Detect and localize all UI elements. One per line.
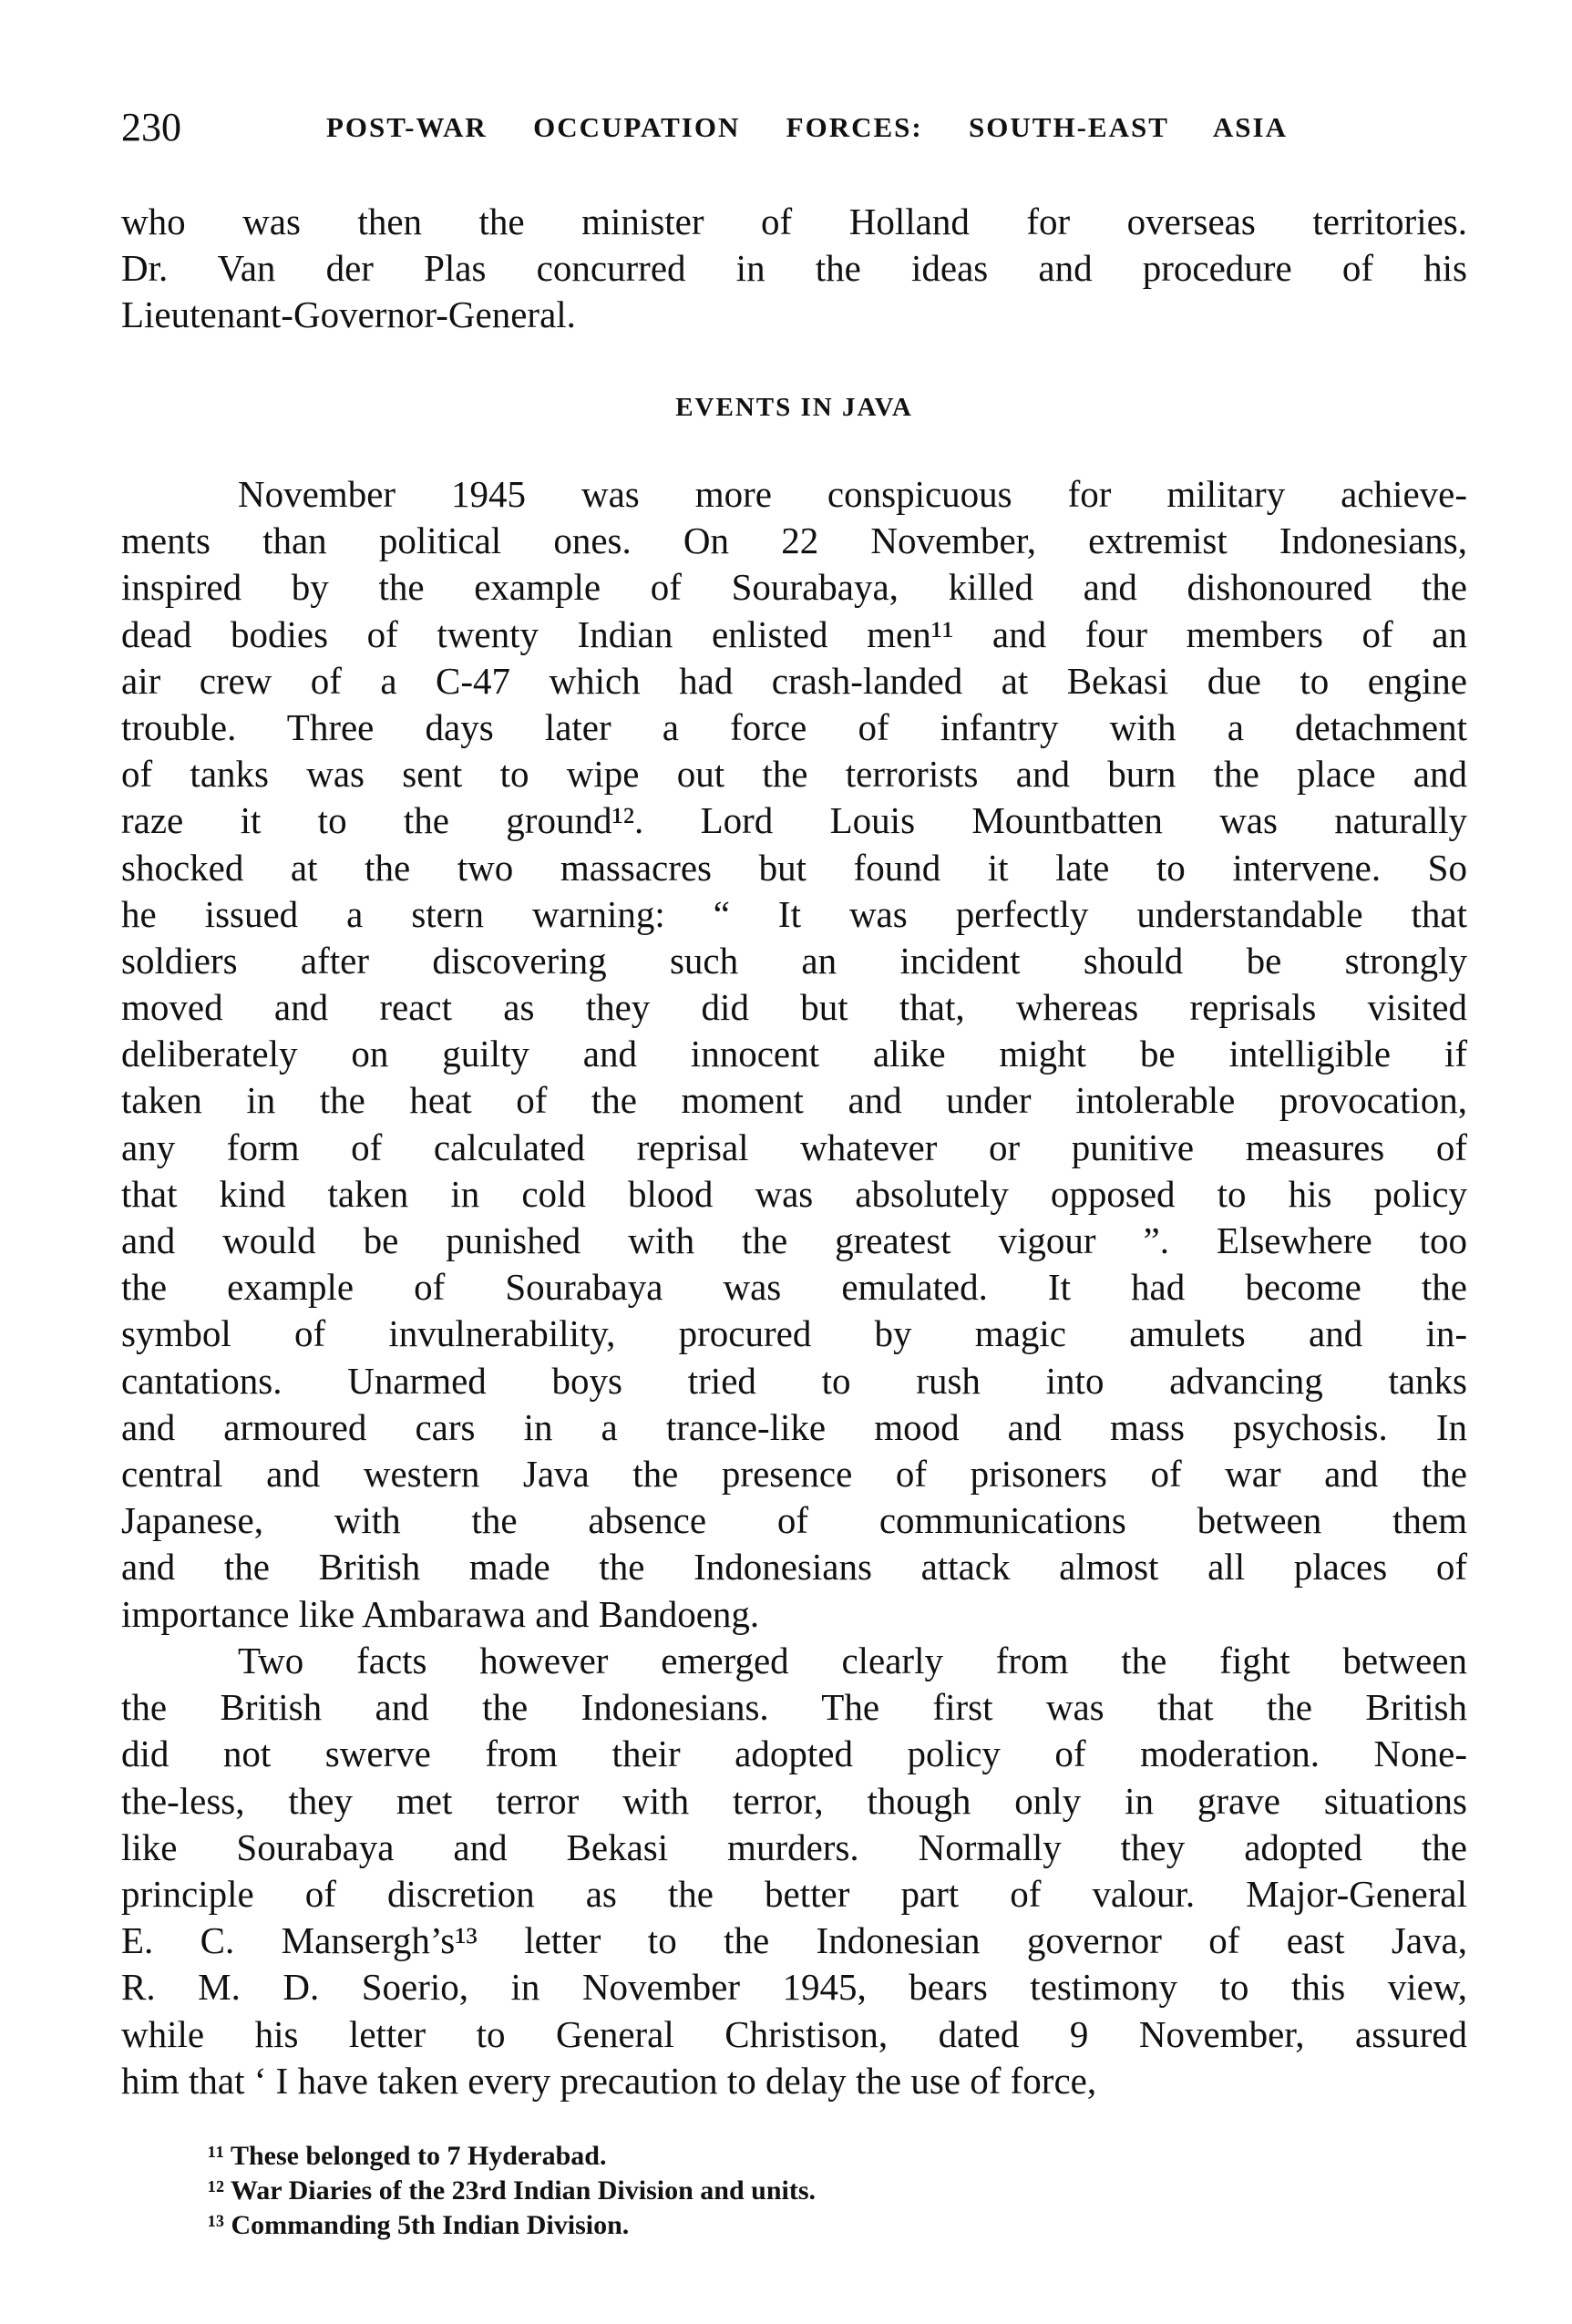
section-heading: EVENTS IN JAVA: [675, 393, 913, 422]
text-line: while his letter to General Christison, dated 9 November, assured: [121, 2012, 1467, 2055]
paragraph: [121, 471, 1467, 1638]
text-line: that kind taken in cold blood was absolutely opposed to his policy: [121, 1172, 1467, 1215]
text-line: the British and the Indonesians. The first was that the British: [121, 1686, 1467, 1729]
text-line: November 1945 was more conspicuous for military achieve-: [238, 473, 1467, 515]
text-line: who was then the minister of Holland for overseas territories.: [121, 201, 1467, 242]
text-line: the-less, they met terror with terror, though only in grave situations: [121, 1779, 1467, 1822]
text-line: any form of calculated reprisal whatever or punitive measures of: [121, 1126, 1467, 1168]
text-line: Japanese, with the absence of communications between them: [121, 1499, 1467, 1542]
text-line: of tanks was sent to wipe out the terrorists and burn the place and: [121, 753, 1467, 796]
text-line: ments than political ones. On 22 November, extremist Indonesians,: [121, 519, 1467, 562]
text-line: him that ‘ I have taken every precaution to delay the use of force,: [121, 2059, 1097, 2102]
page-header: [121, 102, 1288, 153]
text-line: central and western Java the presence of prisoners of war and the: [121, 1452, 1467, 1495]
text-line: inspired by the example of Sourabaya, killed and dishonoured the: [121, 566, 1467, 609]
text-line: air crew of a C-47 which had crash-landed at Bekasi due to engine: [121, 659, 1467, 702]
text-line: R. M. D. Soerio, in November 1945, bears testimony to this view,: [121, 1966, 1467, 2009]
text-line: principle of discretion as the better part of valour. Major-General: [121, 1872, 1467, 1915]
running-head: POST-WAR OCCUPATION FORCES: SOUTH-EAST ASIA: [326, 111, 1288, 143]
text-line: dead bodies of twenty Indian enlisted men¹¹ and four members of an: [121, 612, 1467, 655]
text-line: importance like Ambarawa and Bandoeng.: [121, 1592, 760, 1635]
text-line: shocked at the two massacres but found it late to intervene. So: [121, 846, 1467, 889]
text-line: like Sourabaya and Bekasi murders. Normally they adopted the: [121, 1825, 1467, 1868]
page-number: 230: [121, 105, 181, 149]
text-line: E. C. Mansergh’s¹³ letter to the Indonesian governor of east Java,: [121, 1919, 1467, 1962]
footnote: ¹² War Diaries of the 23rd Indian Division and units.: [208, 2175, 817, 2206]
text-line: Lieutenant-Governor-General.: [121, 293, 576, 336]
footnote: ¹³ Commanding 5th Indian Division.: [208, 2210, 630, 2240]
footnote: ¹¹ These belonged to 7 Hyderabad.: [208, 2141, 607, 2171]
text-line: taken in the heat of the moment and under intolerable provocation,: [121, 1079, 1467, 1122]
text-line: the example of Sourabaya was emulated. It had become the: [121, 1266, 1467, 1309]
text-line: he issued a stern warning: “ It was perfectly understandable that: [121, 892, 1467, 935]
text-line: soldiers after discovering such an incident should be strongly: [121, 939, 1467, 982]
text-line: and the British made the Indonesians attack almost all places of: [121, 1546, 1467, 1589]
text-line: Two facts however emerged clearly from the fight between: [238, 1640, 1467, 1681]
text-line: and armoured cars in a trance-like mood and mass psychosis. In: [121, 1405, 1467, 1448]
paragraph: [121, 1638, 1467, 2104]
text-line: cantations. Unarmed boys tried to rush into advancing tanks: [121, 1359, 1467, 1402]
text-line: trouble. Three days later a force of infantry with a detachment: [121, 705, 1467, 748]
paragraph: [121, 199, 1467, 339]
text-line: Dr. Van der Plas concurred in the ideas and procedure of his: [121, 247, 1467, 290]
text-line: raze it to the ground¹². Lord Louis Mountbatten was naturally: [121, 799, 1467, 842]
text-line: symbol of invulnerability, procured by magic amulets and in-: [121, 1312, 1467, 1355]
footnotes: [208, 2139, 816, 2243]
text-line: and would be punished with the greatest vigour ”. Elsewhere too: [121, 1219, 1467, 1261]
text-line: did not swerve from their adopted policy of moderation. None-: [121, 1733, 1467, 1775]
text-line: deliberately on guilty and innocent alike might be intelligible if: [121, 1033, 1467, 1075]
text-line: moved and react as they did but that, whereas reprisals visited: [121, 986, 1467, 1029]
